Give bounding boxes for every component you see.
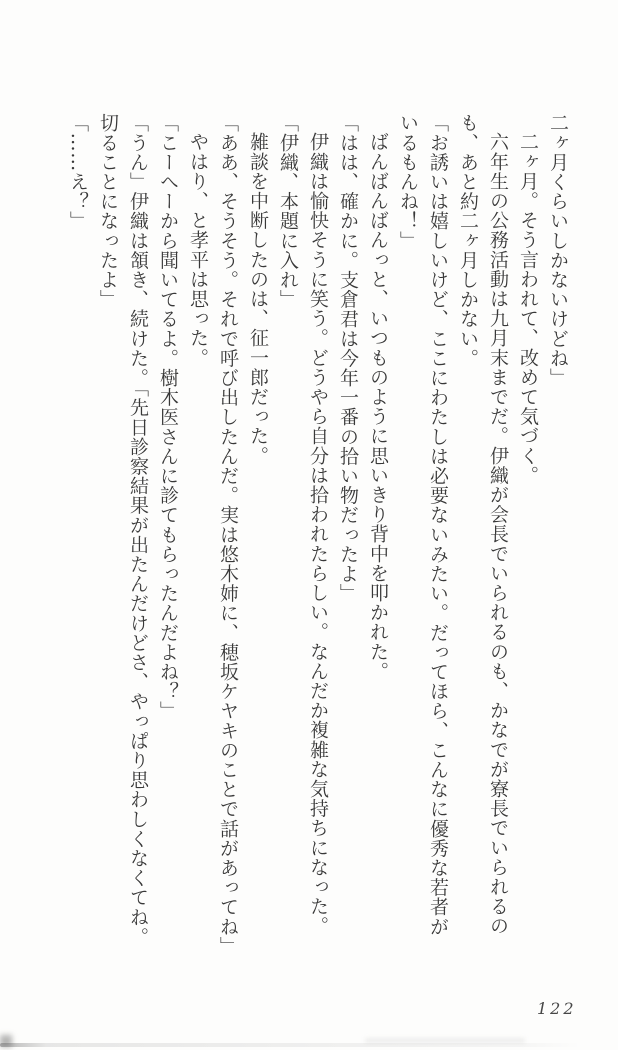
text-line: 「……え？」 — [67, 113, 89, 231]
text-line: 「うん」伊織は頷き、続けた。「先日診察結果が出たんだけどさ、やっぱり思わしくなくてね。 — [127, 113, 149, 947]
text-line: 六年生の公務活動は九月末までだ。伊織が会長でいられるのも、かなでが寮長でいられるの — [487, 132, 509, 936]
text-line: 雑談を中断したのは、征一郎だった。 — [247, 132, 269, 466]
text-line: ばんばんばんっと、いつものように思いきり背中を叩かれた。 — [367, 132, 389, 681]
text-line: いるもんね！」 — [397, 113, 419, 251]
text-line: 二ヶ月くらいしかないけどね」 — [547, 113, 569, 388]
text-line: やはり、と孝平は思った。 — [187, 132, 209, 368]
text-line: も、あと約二ヶ月しかない。 — [457, 113, 479, 368]
page-edge-shadow — [0, 1043, 580, 1047]
page-corner-smudge — [0, 1035, 12, 1047]
text-line: 「ああ、そうそう。それで呼び出したんだ。実は悠木姉に、穂坂ケヤキのことで話があってね」 — [217, 113, 239, 956]
page-bottom-smudge — [365, 1038, 525, 1043]
text-line: 伊織は愉快そうに笑う。どうやら自分は拾われたらしい。なんだか複雑な気持ちになった。 — [307, 132, 329, 936]
text-block — [63, 113, 573, 973]
text-line: 「こーへーから聞いてるよ。樹木医さんに診てもらったんだよね？」 — [157, 113, 179, 721]
page-number: 122 — [537, 999, 577, 1018]
text-line: 二ヶ月。そう言われて、改めて気づく。 — [517, 132, 539, 485]
text-line: 「お誘いは嬉しいけど、ここにわたしは必要ないみたい。だってほら、こんなに優秀な若者が — [427, 113, 449, 937]
text-line: 「伊織、本題に入れ」 — [277, 113, 299, 309]
text-line: 切ることになったよ」 — [97, 113, 119, 309]
text-line: 「はは、確かに。支倉君は今年一番の拾い物だったよ」 — [337, 113, 359, 603]
